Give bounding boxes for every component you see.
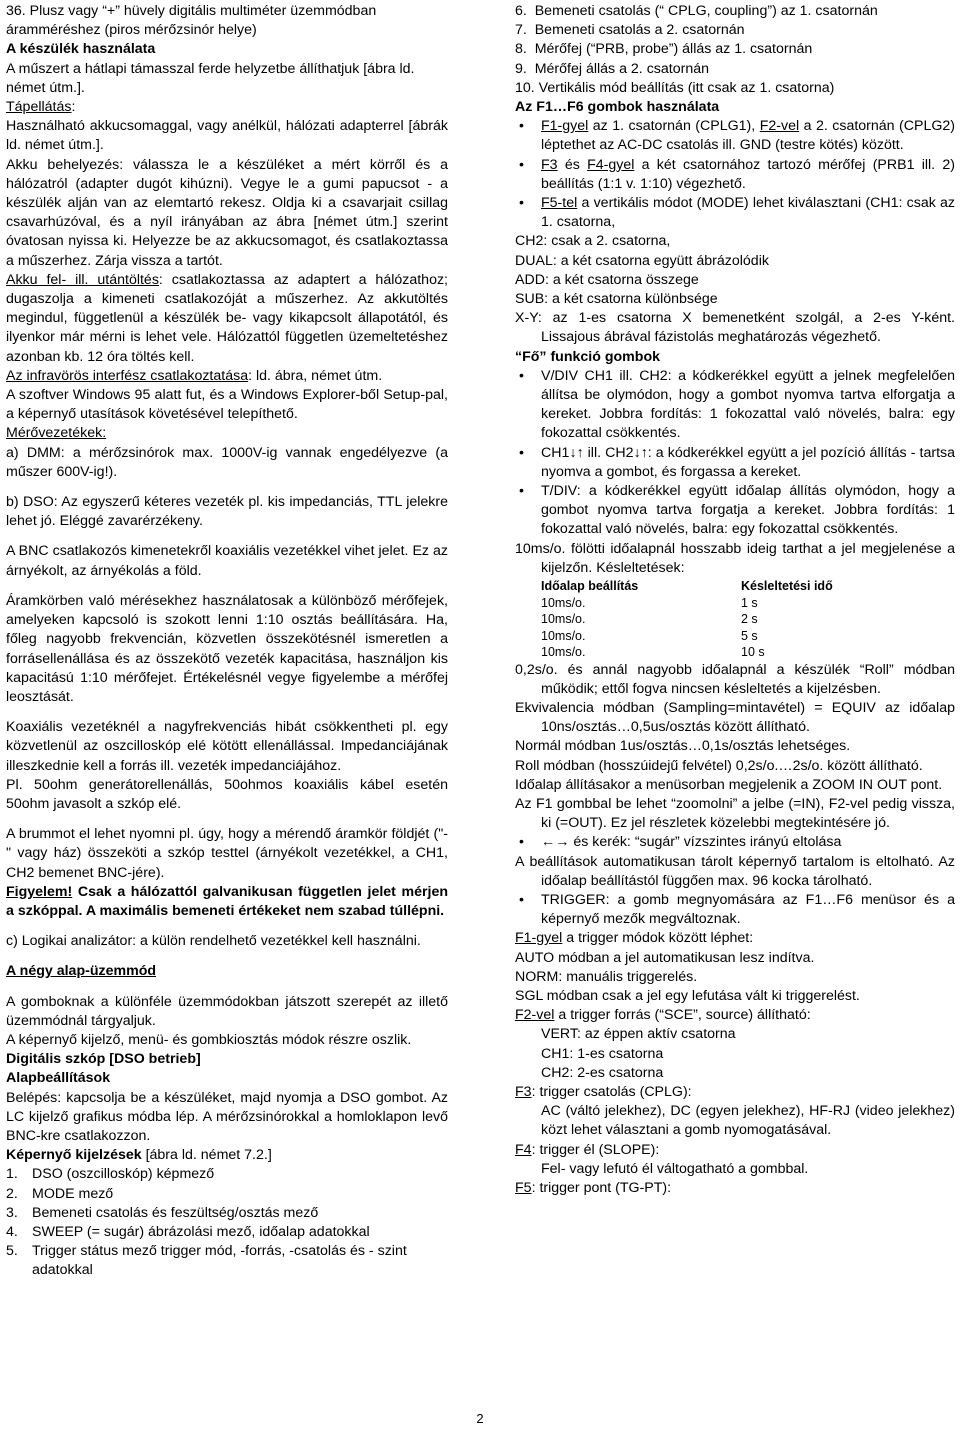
list-item: 9. Mérőfej állás a 2. csatornán — [515, 60, 709, 77]
source-ch2: CH2: 2-es csatorna — [541, 1064, 664, 1081]
table-row — [541, 611, 833, 628]
f5-label: F5 — [515, 1180, 532, 1197]
f3-description: AC (váltó jelekhez), DC (egyen jelekhez), HF-RJ (video jelekhez) közt lehet választani a gomb nyomogatásával. — [541, 1103, 955, 1139]
screen-displays-bold: Képernyő kijelzések — [6, 1147, 142, 1164]
bullet-trigger: • TRIGGER: a gomb megnyomására az F1…F6 menüsor és a képernyő mezők megváltoznak. — [515, 891, 955, 929]
trigger-sgl: SGL módban csak a jel egy lefutása vált ki triggerelést. — [515, 988, 860, 1005]
f3-label: F3 — [541, 156, 558, 173]
f2-text: a trigger forrás (“SCE”, source) állítható: — [554, 1007, 811, 1024]
source-ch1: CH1: 1-es csatorna — [541, 1045, 664, 1062]
table-cell: 10ms/o. — [541, 595, 586, 610]
f2-trigger-source — [515, 1006, 955, 1025]
power-label-colon: : — [71, 99, 76, 116]
power-label — [6, 98, 448, 117]
para-coax: Koaxiális vezetéknél a nagyfrekvenciás hibát csökkentheti pl. egy közvetlenül az oszcilloskóp elé kötött ellenállással. Impedanciájának illeszkednie kell a forrás ill. vezeték impedanciájához. — [6, 719, 448, 774]
list-text: SWEEP (= sugár) ábrázolási mező, időalap adatokkal — [32, 1223, 370, 1240]
para-roll-mode: Roll módban (hosszúidejű felvétel) 0,2s/o.…2s/o. között állítható. — [515, 757, 923, 774]
para-hum: A brummot el lehet nyomni pl. úgy, hogy a mérendő áramkör földjét ("-" vagy ház) összeköti a szkóp testtel (árnyékolt vezetékkel, a CH1, CH2 bemenet BNC-jére). — [6, 826, 448, 881]
f3-label: F3 — [515, 1084, 532, 1101]
para-roll: 0,2s/o. és annál nagyobb időalapnál a készülék “Roll” módban működik; ettől fogva nincsen késleltetés a kijelzésben. — [515, 661, 955, 697]
ir-label: Az infravörös interfész csatlakoztatása — [6, 367, 249, 384]
list-item — [6, 1242, 448, 1280]
para-tilt: A műszert a hátlapi támasszal ferde helyzetbe állíthatjuk [ábra ld. német útm.]. — [6, 60, 415, 96]
bullet-f5 — [515, 194, 955, 232]
list-number: 1. — [6, 1166, 18, 1183]
bullet-f3-f4 — [515, 156, 955, 194]
right-column — [515, 2, 955, 1198]
para-zoom-f1: Az F1 gombbal be lehet “zoomolni” a jelbe (=IN), F2-vel pedig vissza, ki (=OUT). Ez jel részletek közelebbi megtekintésére jó. — [515, 796, 955, 832]
table-row — [541, 595, 833, 612]
para-stored: A beállítások automatikusan tárolt képernyő tartalom is eltolható. Az időalap beállítástól függően max. 96 kocka tárolható. — [515, 853, 955, 889]
charge-text: : csatlakoztassa az adaptert a hálózathoz; dugaszolja a kimeneti csatlakozóját a műszerhez. Az akkutöltés megindul, függetlenül a készülék be- vagy kikapcsolt állapotától, és ilyenkor már mérni is lehet vele. Hálózattól független üzemeltetéshez azonban kb. 12 óra töltés kell. — [6, 271, 448, 365]
para-delay: 10ms/o. fölötti időalapnál hosszabb ideig tarthat a jel megjelenése a kijelzőn. Késleltetések: — [515, 540, 955, 576]
f5-label: F5-tel — [541, 195, 578, 212]
probes-label: Mérővezetékek: — [6, 425, 107, 442]
f3-trigger-coupling — [515, 1083, 955, 1102]
list-item: 6. Bemeneti csatolás (“ CPLG, coupling”) az 1. csatornán — [515, 3, 878, 19]
para-dmm: a) DMM: a mérőzsinórok max. 1000V-ig vannak engedélyezve (a műszer 600V-ig!). — [6, 444, 448, 480]
list-item — [6, 1185, 448, 1204]
source-vert: VERT: az éppen aktív csatorna — [541, 1026, 736, 1043]
para-equiv: Ekvivalencia módban (Sampling=mintavétel) = EQUIV az időalap 10ns/osztás…0,5us/osztás között állítható. — [515, 700, 955, 736]
table-cell: 10ms/o. — [541, 628, 586, 643]
list-item: 8. Mérőfej (“PRB, probe”) állás az 1. csatornán — [515, 41, 813, 58]
para-ir — [6, 367, 448, 386]
screen-field-list — [6, 1165, 448, 1280]
para-battery-charge — [6, 271, 448, 367]
bullet-text: a 2. csatornán (CPLG2) léptethet az AC-DC csatolás ill. GND (testre kötés) között. — [541, 118, 955, 154]
para-normal: Normál módban 1us/osztás…0,1s/osztás lehetséges. — [515, 738, 851, 755]
heading-basic: Alapbeállítások — [6, 1070, 111, 1087]
list-item — [6, 1204, 448, 1223]
table-cell: 10ms/o. — [541, 612, 586, 627]
bullet-position: • CH1↓↑ ill. CH2↓↑: a kódkerékkel együtt a jel pozíció állítás - tartsa nyomva a gombot, és forgassa a kereket. — [515, 444, 955, 482]
mode-dual: DUAL: a két csatorna együtt ábrázolódik — [515, 252, 769, 269]
para-bnc: A BNC csatlakozós kimenetekről koaxiális vezetékkel vihet jelet. Ez az árnyékolt, az árnyékolás a föld. — [6, 543, 448, 579]
para-buttons: A gomboknak a különféle üzemmódokban játszott szerepét az illető üzemmódnál tárgyaljuk. — [6, 993, 448, 1029]
f1-trigger-mode — [515, 929, 955, 948]
column-header: Késleltetési idő — [741, 579, 833, 594]
table-cell: 1 s — [741, 595, 758, 610]
para-power: Használható akkucsomaggal, vagy anélkül, hálózati adapterrel [ábrák ld. német útm.]. — [6, 118, 448, 154]
list-text: Trigger státus mező trigger mód, -forrás, -csatolás és - szint adatokkal — [32, 1243, 407, 1279]
trigger-auto: AUTO módban a jel automatikusan lesz indítva. — [515, 949, 815, 966]
f2-label: F2-vel — [515, 1007, 555, 1024]
f1-label: F1-gyel — [515, 930, 563, 947]
f1-text: a trigger módok között léphet: — [562, 930, 754, 947]
para-zoom: Időalap állításakor a menüsorban megjelenik a ZOOM IN OUT pont. — [515, 776, 943, 793]
table-row — [541, 644, 833, 661]
list-number: 5. — [6, 1243, 18, 1260]
trigger-norm: NORM: manuális triggerelés. — [515, 968, 698, 985]
f2-label: F2-vel — [759, 118, 800, 135]
list-number: 3. — [6, 1204, 18, 1221]
column-header: Időalap beállítás — [541, 579, 639, 594]
mode-ch2: CH2: csak a 2. csatorna, — [515, 233, 671, 250]
bullet-text: és — [557, 156, 588, 173]
heading-modes: A négy alap-üzemmód — [6, 963, 157, 980]
mode-xy: X-Y: az 1-es csatorna X bemenetként szolgál, a 2-es Y-ként. Lissajous ábrával fázistolás meghatározás végezhető. — [515, 310, 955, 346]
para-dso: b) DSO: Az egyszerű kéteres vezeték pl. kis impedanciás, TTL jelekre lehet jó. Eléggé zavarérzékeny. — [6, 494, 448, 530]
heading-f-buttons: Az F1…F6 gombok használata — [515, 99, 720, 116]
para-screen: A képernyő kijelző, menü- és gombkiosztás módok részre oszlik. — [6, 1031, 412, 1048]
bullet-text: az 1. csatornán (CPLG1), — [588, 118, 760, 135]
charge-label: Akku fel- ill. utántöltés — [6, 271, 159, 288]
list-item: 10. Vertikális mód beállítás (itt csak az 1. csatorna) — [515, 79, 835, 96]
list-text: Bemeneti csatolás és feszültség/osztás mező — [32, 1204, 319, 1221]
bullet-tdiv: • T/DIV: a kódkerékkel együtt időalap állítás olymódon, hogy a gombot nyomva tartva forgatja a kereket. Jobbra fordítás: 1 fokozattal való növelés, balra: egy fokozattal csökkentés. — [515, 482, 955, 540]
f4-text: : trigger él (SLOPE): — [531, 1141, 660, 1158]
list-item — [6, 1165, 448, 1184]
para-50ohm: Pl. 50ohm generátorellenállás, 50ohmos koaxiális kábel esetén 50ohm javasolt a szkóp elé. — [6, 776, 448, 812]
heading-dso: Digitális szkóp [DSO betrieb] — [6, 1051, 201, 1068]
bullet-text: a két csatornához tartozó mérőfej (PRB1 ill. 2) beállítás (1:1 v. 1:10) végezhető. — [541, 156, 955, 192]
screen-displays — [6, 1146, 448, 1165]
page-number: 2 — [476, 1411, 484, 1426]
bullet-text: a vertikális módot (MODE) lehet kiválasztani (CH1: csak az 1. csatorna, — [541, 195, 955, 231]
item-36: 36. Plusz vagy “+” hüvely digitális multiméter üzemmódban áramméréshez (piros mérőzsinór helye) — [6, 3, 377, 39]
f4-label: F4-gyel — [587, 156, 635, 173]
f4-description: Fel- vagy lefutó él váltogatható a gombbal. — [541, 1160, 809, 1177]
ir-text: : ld. ábra, német útm. — [248, 367, 383, 384]
para-battery-insert: Akku behelyezés: válassza le a készüléket a mért körről és a hálózatról (adapter dugót kihúzni). Vegye le a gumi papucsot - a készülék alján van az elemtartó rekesz. Oldja ki a csavarjait csillag csavarhúzóval, és a nyíl irányában az ábra [német útm.] szerint óvatosan nyissa ki. Helyezze be az akkucsomagot, és csatlakoztassa a műszerhez. Zárja vissza a tartót. — [6, 156, 448, 269]
table-cell: 2 s — [741, 612, 758, 627]
table-cell: 10ms/o. — [541, 645, 586, 660]
bullet-shift: • ←→ és kerék: “sugár” vízszintes irányú eltolása — [515, 833, 955, 852]
list-text: DSO (oszcilloskóp) képmező — [32, 1166, 215, 1183]
f5-text: : trigger pont (TG-PT): — [531, 1180, 672, 1197]
list-number: 2. — [6, 1185, 18, 1202]
heading-usage: A készülék használata — [6, 41, 156, 58]
mode-add: ADD: a két csatorna összege — [515, 271, 699, 288]
list-item — [6, 1223, 448, 1242]
para-probes: Áramkörben való mérésekhez használatosak a különböző mérőfejek, amelyeken kapcsoló is szokott lenni 1:10 osztás beállítására. Ha, főleg nagyobb frekvencián, közvetlen összekötésnél ismeretlen a forrásellenállása és az összekötő vezeték kapacitása, használjon kis kapacitású 1:10 mérőfejet. Értékelésnél vegye figyelembe a mérőfej leosztását. — [6, 592, 448, 705]
delay-table — [541, 578, 833, 661]
bullet-vdiv: • V/DIV CH1 ill. CH2: a kódkerékkel együtt a jelnek megfelelően állítsa be olymódon, hogy a gombot nyomva tartva elforgatja a kereket. Jobbra fordítás: 1 fokozattal való növelés, balra: egy fokozattal csökkentés. — [515, 367, 955, 444]
power-label-text: Tápellátás — [6, 99, 72, 116]
list-text: MODE mező — [32, 1185, 114, 1202]
table-header-row — [541, 578, 833, 595]
warning — [6, 883, 448, 921]
para-enter: Belépés: kapcsolja be a készüléket, majd nyomja a DSO gombot. Az LC kijelző grafikus módba lép. A mérőzsinórokkal a homloklapon levő BNC-kre csatlakozzon. — [6, 1089, 448, 1144]
table-row — [541, 628, 833, 645]
f3-text: : trigger csatolás (CPLG): — [531, 1084, 692, 1101]
f4-label: F4 — [515, 1141, 532, 1158]
f4-trigger-slope — [515, 1141, 955, 1160]
heading-main-buttons: “Fő” funkció gombok — [515, 348, 661, 365]
bullet-f1-f2 — [515, 117, 955, 155]
para-software: A szoftver Windows 95 alatt fut, és a Windows Explorer-ből Setup-pal, a képernyő utasítások követésével telepíthető. — [6, 387, 448, 423]
mode-sub: SUB: a két csatorna különbsége — [515, 291, 718, 308]
list-number: 4. — [6, 1223, 18, 1240]
table-cell: 5 s — [741, 628, 758, 643]
warning-label: Figyelem! — [6, 883, 73, 900]
list-item: 7. Bemeneti csatolás a 2. csatornán — [515, 22, 745, 39]
f1-label: F1-gyel — [541, 118, 589, 135]
warning-text: Csak a hálózattól galvanikusan független jelet mérjen a szkóppal. A maximális bemeneti értékeket nem szabad túllépni. — [6, 883, 448, 919]
table-cell: 10 s — [741, 645, 765, 660]
left-column — [6, 2, 448, 1281]
para-logic: c) Logikai analizátor: a külön rendelhető vezetékkel kell használni. — [6, 933, 421, 950]
f5-trigger-point — [515, 1179, 955, 1198]
screen-displays-ref: [ábra ld. német 7.2.] — [141, 1147, 272, 1164]
